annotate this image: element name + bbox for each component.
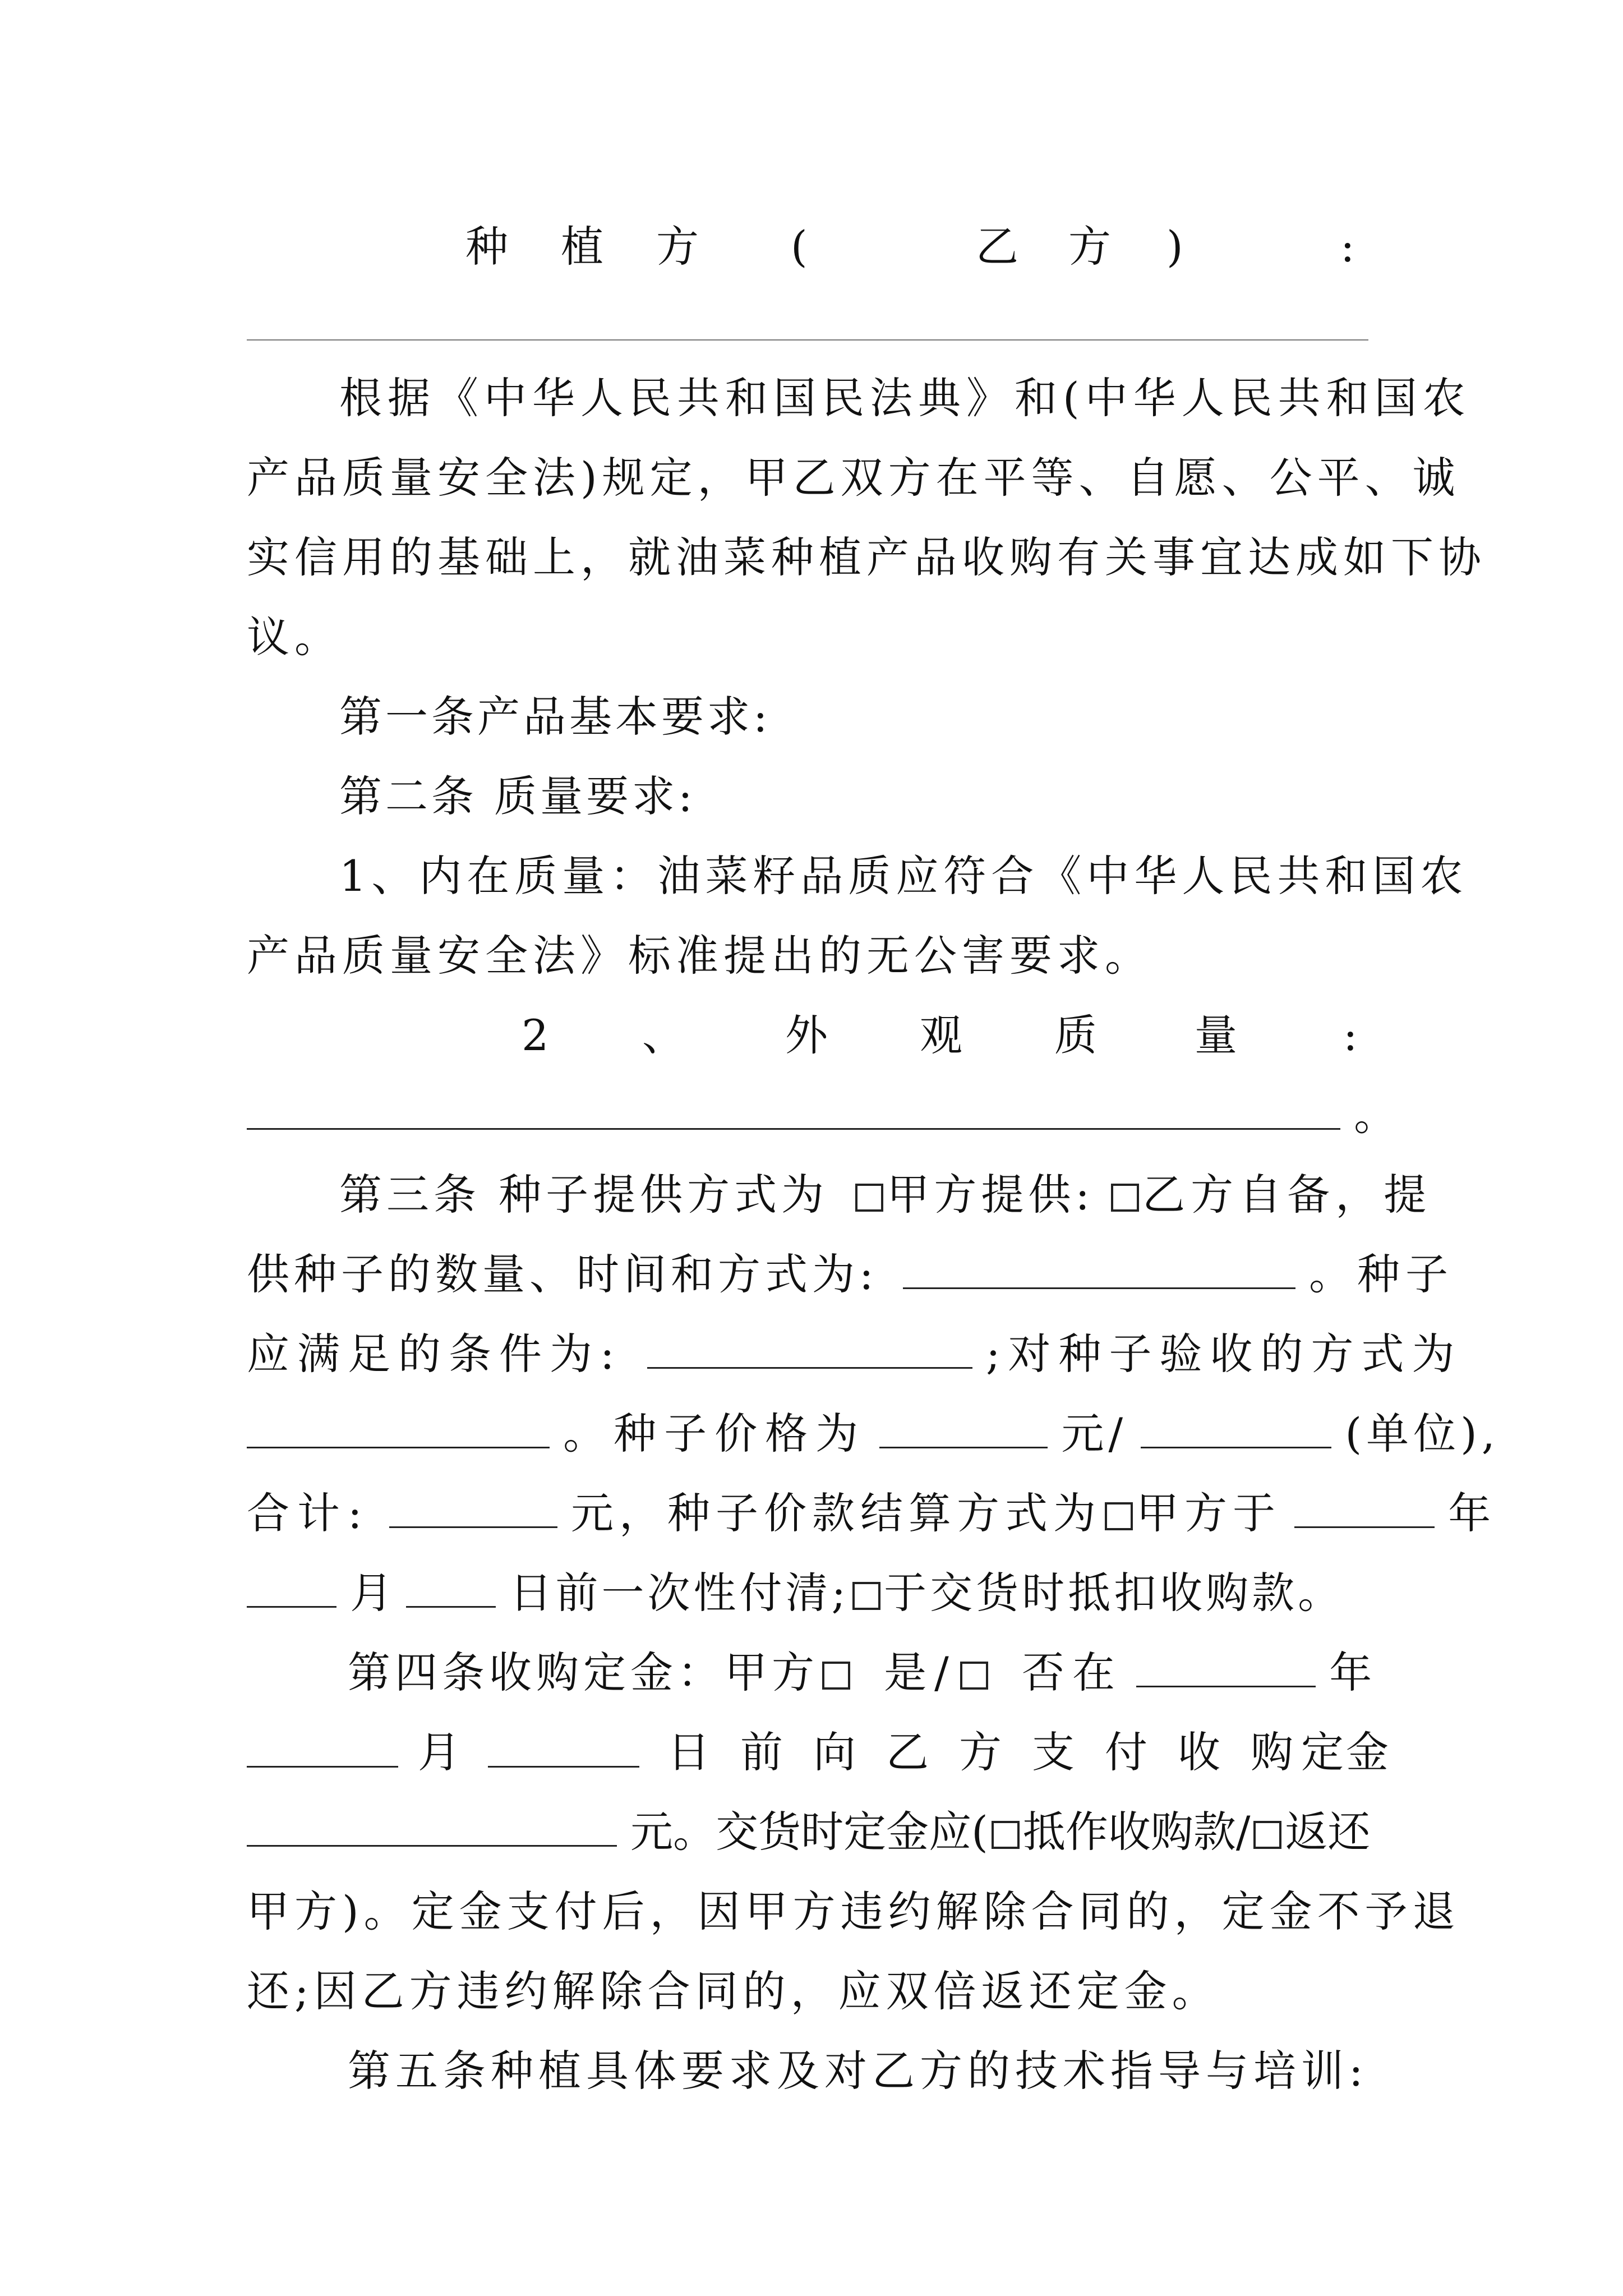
article-3-line-3 xyxy=(247,1315,1463,1393)
seed-quantity-time-method-field[interactable] xyxy=(903,1256,1295,1289)
article-3-text: 甲方于 xyxy=(1136,1488,1281,1538)
deposit-char: 乙 xyxy=(886,1727,929,1777)
deposit-char: 月 xyxy=(418,1727,460,1777)
party-b-self-supply-checkbox[interactable] xyxy=(1111,1184,1139,1212)
deposit-year-field[interactable] xyxy=(1136,1654,1316,1687)
article-4-line-2 xyxy=(247,1713,1391,1792)
article-4-text: 返还 xyxy=(1285,1807,1371,1857)
article-3-text: 年 xyxy=(1448,1488,1491,1538)
article-3-text: 供种子的数量、时间和方式为: xyxy=(247,1249,878,1299)
seed-price-unit-field[interactable] xyxy=(1141,1415,1331,1448)
article-1 xyxy=(247,678,1391,756)
appearance-char: 量 xyxy=(1195,1010,1237,1060)
article-3-text: 日前一次性付清; xyxy=(509,1568,850,1618)
deposit-amount-field[interactable] xyxy=(247,1814,617,1847)
article-3-text: 应满足的条件为: xyxy=(247,1329,623,1379)
intro-text: 议。 xyxy=(247,612,342,662)
deposit-offset-checkbox[interactable] xyxy=(992,1821,1020,1849)
seed-conditions-field[interactable] xyxy=(647,1336,972,1369)
deposit-char: 日 xyxy=(667,1727,710,1777)
appearance-char: 、 xyxy=(642,1010,685,1060)
deposit-char: 支 xyxy=(1032,1727,1075,1777)
article-3-line-5 xyxy=(247,1474,1491,1553)
seed-total-field[interactable] xyxy=(389,1495,557,1528)
appearance-char: 观 xyxy=(920,1010,962,1060)
party-b-title xyxy=(465,208,1374,286)
article-4-text: 元。交货时定金应( xyxy=(630,1807,988,1857)
article-2-item-2 xyxy=(522,996,1374,1075)
article-4-text: 抵作收购款/ xyxy=(1022,1807,1251,1857)
deposit-char: 付 xyxy=(1105,1727,1147,1777)
article-2-heading-text: 第二条 质量要求: xyxy=(339,771,696,821)
intro-line-1 xyxy=(247,359,1471,438)
article-2-item-1-line-1 xyxy=(247,837,1468,915)
article-5-text: 第五条种植具体要求及对乙方的技术指导与培训: xyxy=(348,2046,1368,2096)
article-3-text: 合计: xyxy=(247,1488,370,1538)
intro-line-4 xyxy=(247,598,1391,677)
article-4-line-1 xyxy=(247,1634,1391,1712)
deposit-char: 向 xyxy=(813,1727,856,1777)
article-3-text: 月 xyxy=(350,1568,393,1618)
deduct-at-delivery-checkbox[interactable] xyxy=(852,1582,880,1610)
appearance-char: 质 xyxy=(1054,1010,1097,1060)
article-3-text: (单位), xyxy=(1345,1409,1500,1458)
article-4-line-4 xyxy=(247,1872,1460,1951)
title-char: 种 xyxy=(465,222,508,272)
deposit-char: 购 xyxy=(1251,1727,1293,1777)
article-3-text: 元/ xyxy=(1061,1409,1128,1458)
article-3-text: 第三条 种子提供方式为 xyxy=(339,1170,829,1220)
article-2-item-2-blank xyxy=(247,1076,1397,1154)
article-4-text: 年 xyxy=(1329,1648,1372,1697)
article-3-line-4 xyxy=(247,1395,1500,1473)
article-3-text: 于交货时抵扣收购款。 xyxy=(884,1568,1344,1618)
deposit-char: 收 xyxy=(1178,1727,1220,1777)
intro-text: 根据《中华人民共和国民法典》和(中华人民共和国农 xyxy=(339,373,1471,423)
title-char: : xyxy=(1340,222,1355,272)
article-4-line-3 xyxy=(247,1793,1391,1871)
article-2-heading xyxy=(247,757,1391,836)
title-char: 植 xyxy=(561,222,603,272)
article-3-line-6 xyxy=(247,1554,1391,1632)
deposit-char: 方 xyxy=(959,1727,1002,1777)
article-1-text: 第一条产品基本要求: xyxy=(339,692,771,742)
deposit-char: 金 xyxy=(1346,1727,1389,1777)
article-4-text: 否在 xyxy=(1021,1648,1123,1697)
title-char: 乙 xyxy=(976,222,1018,272)
article-4-text: 还;因乙方违约解除合同的，应双倍返还定金。 xyxy=(247,1966,1220,2016)
seed-payment-year-field[interactable] xyxy=(1294,1495,1435,1528)
intro-line-3 xyxy=(247,518,1486,597)
deposit-char: 前 xyxy=(740,1727,783,1777)
appearance-char: 外 xyxy=(785,1010,828,1060)
article-5 xyxy=(247,2032,1391,2110)
article-4-line-5 xyxy=(247,1952,1391,2031)
article-3-text: 。种子 xyxy=(1308,1249,1454,1299)
party-a-provides-checkbox[interactable] xyxy=(855,1184,883,1212)
article-3-text: 元，种子价款结算方式为 xyxy=(570,1488,1101,1538)
deposit-return-checkbox[interactable] xyxy=(1253,1821,1281,1849)
article-3-text: 乙方自备，提 xyxy=(1142,1170,1432,1220)
article-4-text: 甲方)。定金支付后，因甲方违约解除合同的，定金不予退 xyxy=(247,1887,1460,1936)
article-3-text: 。种子价格为 xyxy=(563,1409,866,1458)
seed-payment-day-field[interactable] xyxy=(406,1575,496,1608)
title-char: 方 xyxy=(1068,222,1111,272)
title-char: 方 xyxy=(656,222,699,272)
deposit-day-field[interactable] xyxy=(488,1734,639,1768)
appearance-blank-field[interactable] xyxy=(247,1097,1340,1130)
article-3-line-2 xyxy=(247,1235,1454,1314)
intro-text: 产品质量安全法)规定，甲乙双方在平等、自愿、公平、诚 xyxy=(247,453,1460,503)
quality-internal-text: 1、内在质量：油菜籽品质应符合《中华人民共和国农 xyxy=(339,851,1468,901)
title-char: ) xyxy=(1166,222,1183,272)
quality-internal-text: 产品质量安全法》标准提出的无公害要求。 xyxy=(247,931,1152,981)
intro-text: 实信用的基础上，就油菜种植产品收购有关事宜达成如下协 xyxy=(247,532,1486,582)
party-b-blank-line xyxy=(247,339,1368,341)
article-2-item-1-line-2 xyxy=(247,917,1391,995)
intro-line-2 xyxy=(247,439,1460,517)
deposit-month-field[interactable] xyxy=(247,1734,398,1768)
article-4-text: 是/ xyxy=(884,1648,957,1697)
seed-price-field[interactable] xyxy=(879,1415,1048,1448)
deposit-no-checkbox[interactable] xyxy=(960,1662,988,1690)
article-3-text: ;对种子验收的方式为 xyxy=(985,1329,1463,1379)
seed-acceptance-method-field[interactable] xyxy=(247,1415,550,1448)
title-char: ( xyxy=(791,222,808,272)
article-3-line-1 xyxy=(247,1156,1432,1234)
appearance-char: : xyxy=(1343,1010,1358,1060)
deposit-yes-checkbox[interactable] xyxy=(822,1662,850,1690)
appearance-end-mark: 。 xyxy=(1354,1090,1397,1140)
article-3-text: 甲方提供: xyxy=(887,1170,1094,1220)
article-4-text: 第四条收购定金：甲方 xyxy=(348,1648,819,1697)
appearance-char: 2 xyxy=(522,1010,549,1060)
party-a-pays-checkbox[interactable] xyxy=(1105,1502,1133,1530)
seed-payment-month-field[interactable] xyxy=(247,1575,336,1608)
deposit-char: 定 xyxy=(1301,1727,1344,1777)
